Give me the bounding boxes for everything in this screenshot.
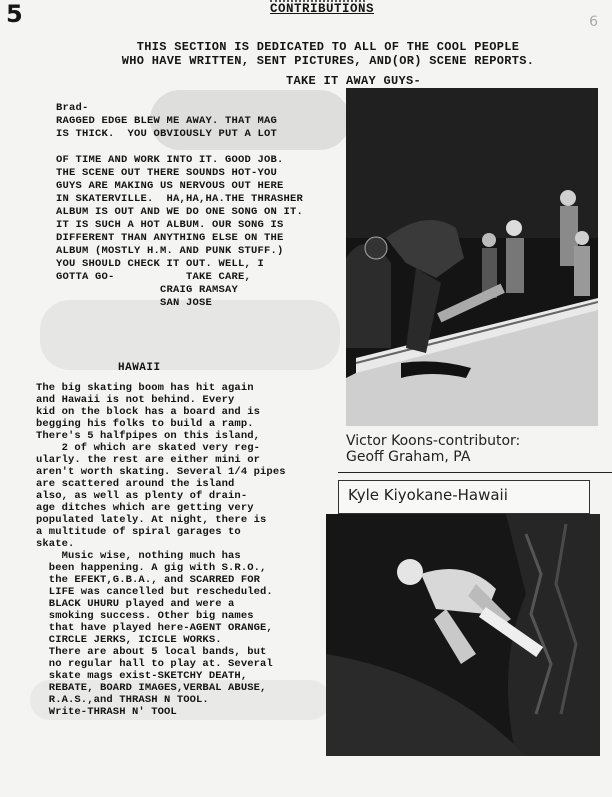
intro-text — [108, 40, 548, 68]
ramp-photo-art — [346, 88, 598, 426]
photo1-caption-line1: Victor Koons-contributor: — [346, 433, 521, 449]
photo1-caption-line2: Geoff Graham, PA — [346, 449, 471, 465]
photo1-caption — [346, 433, 520, 465]
corner-mark: 6 — [589, 14, 598, 30]
hawaii-report-text: The big skating boom has hit again and Hawaii is not behind. Every kid on the block has a board and is begging his folks to build a ramp. There's 5 halfpipes on this island, 2 of which are skated very reg- ularly. the rest are either mini or aren't worth skating. Several 1/4 pipes are scattered around the island also, as well as plenty of drain- age ditches which are getting very populated lately. At night, there is a multitude of spiral garages to skate. Music wise, nothing much has been happening. A gig with S.R.O., the EFEKT,G.B.A., and SCARRED FOR LIFE was cancelled but rescheduled. BLACK UHURU played and were a smoking success. Other big names that have played here-AGENT ORANGE, CIRCLE JERKS, ICICLE WORKS. There are about 5 local bands, but no regular hall to play at. Several skate mags exist-SKETCHY DEATH, REBATE, BOARD IMAGES,VERBAL ABUSE, R.A.S.,and THRASH N TOOL. Write-THRASH N' TOOL — [36, 382, 286, 718]
caption-rule — [338, 472, 612, 473]
photocopy-smudge — [40, 300, 340, 370]
photo-hawaii-skater — [326, 514, 600, 756]
intro-line: THIS SECTION IS DEDICATED TO ALL OF THE COOL PEOPLE — [136, 40, 520, 54]
hawaii-photo-art — [326, 514, 600, 756]
page-title: CONTRIBUTIONS — [270, 2, 375, 16]
photo2-caption: Kyle Kiyokane-Hawaii — [348, 486, 508, 504]
photo-ramp-skater — [346, 88, 598, 426]
intro-line: WHO HAVE WRITTEN, SENT PICTURES, AND(OR) SCENE REPORTS. — [121, 54, 535, 68]
page-number: 5 — [6, 0, 23, 28]
intro-subline: TAKE IT AWAY GUYS- — [286, 74, 422, 88]
letter-text: Brad- RAGGED EDGE BLEW ME AWAY. THAT MAG IS THICK. YOU OBVIOUSLY PUT A LOT OF TIME AND WORK INTO IT. GOOD JOB. THE SCENE OUT THERE SOUNDS HOT-YOU GUYS ARE MAKING US NERVOUS OUT HERE IN SKATERVILLE. HA,HA,HA.THE THRASHER ALBUM IS OUT AND WE DO ONE SONG ON IT. IT IS SUCH A HOT ALBUM. OUR SONG IS DIFFERENT THAN ANYTHING ELSE ON THE ALBUM (MOSTLY H.M. AND PUNK STUFF.) YOU SHOULD CHECK IT OUT. WELL, I GOTTA GO- TAKE CARE, CRAIG RAMSAY SAN JOSE — [56, 102, 304, 309]
hawaii-heading: HAWAII — [118, 362, 161, 374]
